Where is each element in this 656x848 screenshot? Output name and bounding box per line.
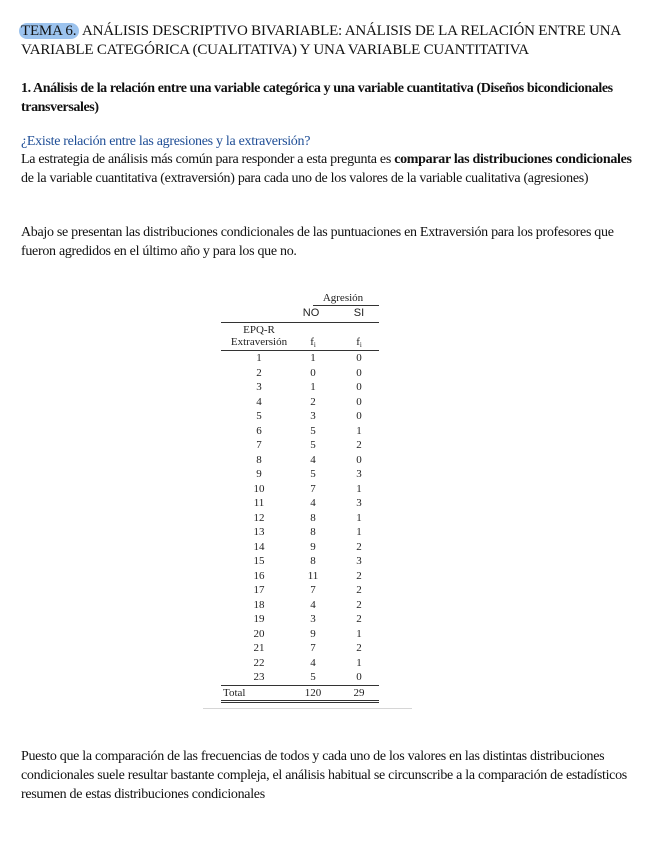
table-row [221,395,379,410]
cell-no: 4 [310,453,316,466]
cell-value: 10 [253,482,265,495]
cell-value: 18 [253,598,265,611]
cell-si: 1 [356,656,362,669]
cell-si: 0 [356,352,362,364]
cell-value: 16 [253,569,265,582]
cell-value: 5 [256,410,262,422]
cell-si: 0 [356,410,362,422]
cell-value: 7 [256,439,262,451]
cell-si: 2 [356,642,362,654]
freq-subscript: i [359,341,362,349]
table-row [221,612,379,627]
cell-no: 1 [310,381,316,393]
paragraph-strategy [21,150,636,188]
cell-si: 0 [356,453,362,466]
cell-no: 2 [310,395,316,408]
table-row [221,525,379,540]
cell-si: 1 [356,511,362,524]
cell-no: 5 [310,424,316,437]
section-heading: 1. Análisis de la relación entre una variable categórica y una variable cuantitativa (Diseños bicondicionales transversales) [21,81,613,115]
cell-no: 3 [310,410,316,422]
cell-si: 3 [356,468,362,480]
table-row [221,380,379,395]
cell-si: 0 [356,381,362,393]
cell-no: 8 [310,526,316,538]
cell-si: 3 [356,497,362,509]
table-row [221,554,379,569]
tema-highlight[interactable]: TEMA 6. [19,23,79,39]
row-header-line1: EPQ-R [243,324,275,336]
cell-value: 14 [253,540,265,553]
paragraph-strategy-bold: comparar las distribuciones condicionales [394,152,632,167]
cell-no: 1 [310,352,316,364]
total-si: 29 [353,687,365,699]
cell-no: 7 [310,584,316,596]
document-title [21,22,641,60]
cell-si: 2 [356,584,362,596]
freq-symbol: f [310,336,314,348]
cell-si: 0 [356,395,362,408]
cell-value: 22 [253,656,265,669]
table-row [221,627,379,642]
freq-header-si [339,336,379,351]
column-header-no: NO [302,307,320,319]
cell-no: 11 [307,569,319,582]
cell-value: 12 [253,511,265,524]
total-label: Total [223,687,246,699]
freq-subscript: i [313,341,316,349]
column-header-si: SI [353,307,365,319]
cell-si: 2 [356,540,362,553]
table-row [221,598,379,613]
table-row [221,569,379,584]
cell-si: 2 [356,613,362,625]
cell-no: 0 [310,366,316,379]
cell-si: 0 [356,366,362,379]
freq-symbol: f [356,336,360,348]
table-row [221,467,379,482]
cell-no: 5 [310,468,316,480]
table-row [221,496,379,511]
table-row [221,583,379,598]
total-row [221,686,379,700]
cell-si: 1 [356,482,362,495]
cell-si: 0 [356,671,362,683]
cell-value: 23 [253,671,265,683]
cell-value: 13 [253,526,265,538]
paragraph-distributions: Abajo se presentan las distribuciones condicionales de las puntuaciones en Extraversión para los profesores que fueron agredidos en el último año y para los que no. [21,225,614,259]
paragraph-strategy-start: La estrategia de análisis más común para responder a esta pregunta es [21,152,395,167]
cell-no: 4 [310,497,316,509]
paragraph-strategy-end: de la variable cuantitativa (extraversión) para cada uno de los valores de la variable cualitativa (agresiones) [21,171,589,186]
total-double-rule [221,700,379,703]
cell-value: 15 [253,555,265,567]
cell-si: 1 [356,526,362,538]
cell-value: 21 [253,642,265,654]
cell-si: 2 [356,439,362,451]
cell-no: 9 [310,627,316,640]
cell-no: 8 [310,555,316,567]
frequency-table-figure [203,290,412,710]
freq-header-no [293,336,333,351]
cell-si: 2 [356,598,362,611]
cell-no: 4 [310,598,316,611]
table-row [221,656,379,671]
cell-value: 11 [253,497,265,509]
cell-no: 5 [310,671,316,683]
group-label: Agresión [322,292,364,304]
paragraph-summary: Puesto que la comparación de las frecuencias de todos y cada uno de los valores en las distintas distribuciones condicionales suele resultar bastante compleja, el análisis habitual se circunscribe a la comparación de estadísticos resumen de estas distribuciones condicionales [21,749,627,802]
cell-no: 4 [310,656,316,669]
title-text: ANÁLISIS DESCRIPTIVO BIVARIABLE: ANÁLISIS DE LA RELACIÓN ENTRE UNA VARIABLE CATEGÓRICA (CUALITATIVA) Y UNA VARIABLE CUANTITATIVA [21,23,621,58]
research-question: ¿Existe relación entre las agresiones y la extraversión? [21,134,311,149]
table-row [221,540,379,555]
table-row [221,670,379,685]
cell-value: 17 [253,584,265,596]
cell-no: 9 [310,540,316,553]
table-row [221,438,379,453]
cell-value: 8 [256,453,262,466]
cell-value: 19 [253,613,265,625]
cell-no: 5 [310,439,316,451]
total-no: 120 [304,687,322,699]
table-body [221,351,379,685]
cell-si: 1 [356,627,362,640]
cell-no: 8 [310,511,316,524]
cell-value: 3 [256,381,262,393]
cell-value: 4 [256,395,262,408]
table-row [221,641,379,656]
cell-value: 6 [256,424,262,437]
header-rule [221,322,379,323]
cell-si: 2 [356,569,362,582]
table-row [221,482,379,497]
figure-bottom-rule [203,708,412,709]
cell-no: 7 [310,642,316,654]
cell-no: 3 [310,613,316,625]
table-row [221,453,379,468]
group-rule [313,305,379,306]
table-row [221,409,379,424]
cell-value: 20 [253,627,265,640]
cell-value: 9 [256,468,262,480]
table-row [221,511,379,526]
cell-si: 3 [356,555,362,567]
table-row [221,366,379,381]
cell-no: 7 [310,482,316,495]
table-row [221,424,379,439]
cell-si: 1 [356,424,362,437]
cell-value: 2 [256,366,262,379]
table-row [221,351,379,366]
cell-value: 1 [256,352,262,364]
row-header-line2: Extraversión [230,336,288,348]
